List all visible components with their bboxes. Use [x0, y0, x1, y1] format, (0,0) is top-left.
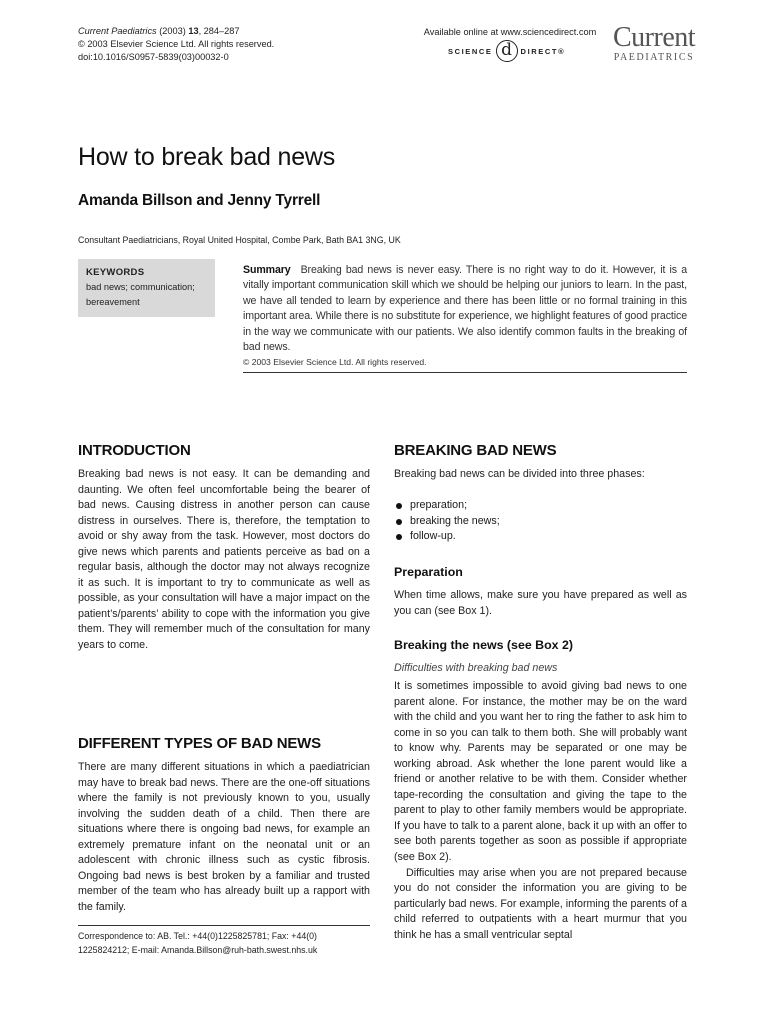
article-authors: Amanda Billson and Jenny Tyrrell	[78, 192, 321, 209]
summary-block	[243, 263, 687, 355]
preparation-text: When time allows, make sure you have prepared as well as you can (see Box 1).	[394, 589, 687, 617]
breaking-news-heading: Breaking the news (see Box 2)	[394, 638, 574, 652]
keywords-heading: KEYWORDS	[86, 267, 145, 278]
summary-text: Breaking bad news is never easy. There is no right way to do it. However, it is a vitally important communication skill which we should be helping our juniors to learn. In the past, we have all tended to learn by experience and there has been little or no formal training in this important area. While there is no substitute for experience, we highlight features of good practice in the way we communicate with our patients. We also identify common faults in the breaking of bad news.	[243, 264, 687, 354]
sd-at-icon: d	[496, 40, 518, 62]
summary-heading: Summary	[243, 264, 291, 276]
list-item: breaking the news;	[394, 514, 687, 530]
keywords-line-2: bereavement	[86, 297, 140, 307]
journal-name: Current Paediatrics	[78, 26, 157, 36]
rights-line: © 2003 Elsevier Science Ltd. All rights reserved.	[78, 39, 275, 49]
citation-line	[78, 25, 274, 38]
sd-logo-left: SCIENCE	[448, 46, 493, 56]
journal-pages: , 284–287	[198, 26, 240, 36]
sciencedirect-logo	[448, 40, 565, 62]
preparation-heading: Preparation	[394, 565, 463, 579]
available-online[interactable]: Available online at www.sciencedirect.com	[423, 27, 597, 37]
journal-year: (2003)	[159, 26, 186, 36]
types-paragraph: There are many different situations in which a paediatrician may have to break bad news. There are the one-off situations where the family is not previously known to you, usually involving the sudden death of a child. Then there are situations where there is ongoing bad news, for example an extremely premature infant on the neonatal unit or an adolescent with chronic illness such as cystic fibrosis. Ongoing bad news is best broken by a familiar and trusted member of the team who has already built up a rapport with the family.	[78, 761, 370, 913]
difficulties-paragraph-1: It is sometimes impossible to avoid giving bad news to one parent alone. For instance, the mother may be on the ward with the child and you want her to ring the father to ask him to come in so you can talk to them both. She will probably want to know why. Parents may be separated or one may be working abroad. Ask whether the lone parent would like a friend or another relative to be with them. Consider whether tape-recording the consultation and giving the tape to the parent to play to other family members would be appropriate. If you have to talk to a parent alone, back it up with an offer to see both parents together as soon as possible if appropriate (see Box 2).	[394, 680, 687, 864]
types-heading: DIFFERENT TYPES OF BAD NEWS	[78, 735, 321, 752]
journal-volume: 13	[188, 26, 199, 36]
doi-line: doi:10.1016/S0957-5839(03)00032-0	[78, 52, 229, 62]
journal-citation	[78, 25, 274, 64]
keywords-box	[78, 259, 215, 317]
summary-divider	[243, 372, 687, 373]
sd-logo-right: DIRECT®	[520, 46, 566, 56]
breaking-heading: BREAKING BAD NEWS	[394, 442, 557, 459]
introduction-body	[78, 467, 370, 654]
article-title: How to break bad news	[78, 143, 336, 171]
difficulties-body	[394, 679, 687, 943]
list-item: follow-up.	[394, 529, 687, 545]
current-paediatrics-logo	[613, 24, 695, 64]
breaking-intro: Breaking bad news can be divided into three phases:	[394, 468, 645, 480]
introduction-paragraph: Breaking bad news is not easy. It can be demanding and daunting. We often feel uncomfortable being the bearer of bad news. Causing distress in another person can cause distress in ourselves. There is, therefore, the temptation to avoid or shy away from the task. However, most doctors do give news which parents and patients perceive as bad on a regular basis, although the doctor may not always recognize it as such. It is important to try to communicate as well as possible, as your consultation will have a major impact on the patient’s/parents’ ability to cope with the information you give them. They will remember much of the consultation for many years to come.	[78, 468, 370, 652]
brand-current: Current	[613, 22, 696, 53]
types-body	[78, 760, 370, 915]
author-affiliation: Consultant Paediatricians, Royal United Hospital, Combe Park, Bath BA1 3NG, UK	[78, 235, 401, 245]
keywords-line-1: bad news; communication;	[86, 282, 195, 292]
difficulties-paragraph-2: Difficulties may arise when you are not prepared because you do not consider the information you are giving to be particularly bad news. For example, informing the parents of a child referred to outpatients with a heart murmur that you think he has a small ventricular septal	[394, 866, 687, 941]
correspondence-divider	[78, 925, 370, 926]
correspondence: Correspondence to: AB. Tel.: +44(0)1225825781; Fax: +44(0) 1225824212; E-mail: Amanda.Billson@ruh-bath.swest.nhs.uk	[78, 931, 318, 955]
phases-list	[394, 498, 687, 545]
list-item: preparation;	[394, 498, 687, 514]
summary-copyright: © 2003 Elsevier Science Ltd. All rights reserved.	[243, 357, 427, 367]
brand-paediatrics: PAEDIATRICS	[613, 52, 695, 63]
difficulties-subheading: Difficulties with breaking bad news	[394, 662, 558, 674]
introduction-heading: INTRODUCTION	[78, 442, 191, 459]
